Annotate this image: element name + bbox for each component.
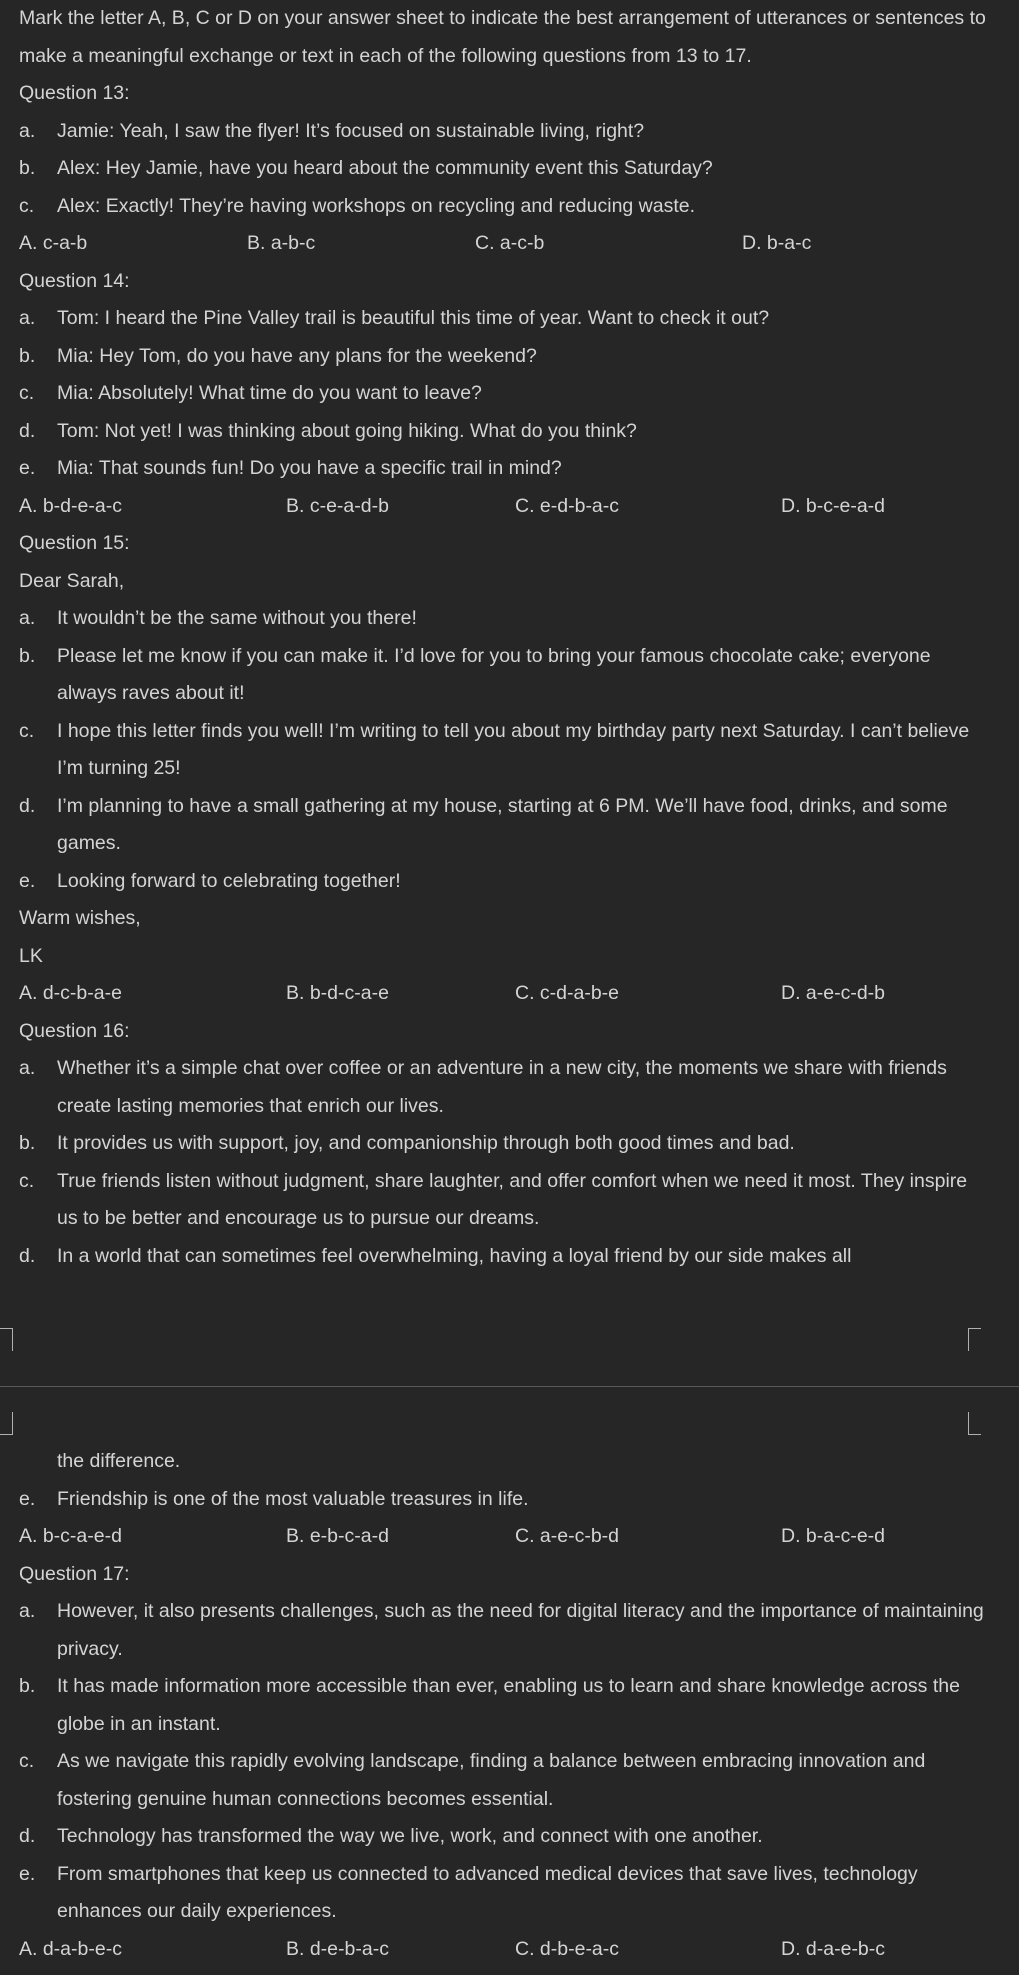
q15-item-c [0, 713, 1019, 788]
option-c[interactable]: C. a-c-b [475, 232, 545, 254]
option-d[interactable]: D. d-a-e-b-c [781, 1937, 886, 1960]
crop-mark-bottom-right [968, 1412, 981, 1435]
q16-item-d [0, 1238, 1019, 1276]
item-letter: e. [19, 1487, 36, 1510]
item-text: Looking forward to celebrating together! [57, 869, 401, 892]
q15-item-b [0, 638, 1019, 713]
item-letter: c. [19, 719, 35, 742]
option-d[interactable]: D. b-a-c-e-d [781, 1525, 886, 1547]
option-a[interactable]: A. c-a-b [19, 232, 88, 254]
item-text: It has made information more accessible than ever, enabling us to learn and share knowledge across the globe in an instant. [57, 1675, 960, 1735]
item-letter: c. [19, 382, 35, 404]
q17-options [0, 1931, 1019, 1969]
q17-item-a [0, 1593, 1019, 1668]
item-text: Jamie: Yeah, I saw the flyer! It’s focused on sustainable living, right? [57, 119, 645, 142]
option-a[interactable]: A. b-c-a-e-d [19, 1525, 122, 1547]
q17-item-d [0, 1818, 1019, 1856]
instructions: Mark the letter A, B, C or D on your answer sheet to indicate the best arrangement of utterances or sentences to make a meaningful exchange or text in each of the following questions from 13 to 17. [19, 7, 986, 67]
q17-item-b [0, 1668, 1019, 1743]
item-text: In a world that can sometimes feel overwhelming, having a loyal friend by our side makes all [57, 1244, 852, 1267]
item-letter: c. [19, 194, 35, 217]
item-text: Alex: Exactly! They’re having workshops on recycling and reducing waste. [57, 194, 696, 217]
question-13-title: Question 13: [19, 82, 130, 104]
item-letter: d. [19, 1825, 36, 1847]
question-14-title: Question 14: [19, 269, 130, 292]
question-17-title: Question 17: [19, 1562, 130, 1585]
letter-closing: Warm wishes, [19, 907, 141, 929]
q15-item-a [0, 600, 1019, 638]
q16-item-a [0, 1050, 1019, 1125]
q16-item-e [0, 1481, 1019, 1519]
q16-item-d-continued [0, 1443, 1019, 1481]
letter-signature: LK [19, 944, 43, 967]
crop-mark-top-left [0, 1328, 13, 1351]
item-text: Tom: I heard the Pine Valley trail is beautiful this time of year. Want to check it out? [57, 307, 770, 329]
q16-item-b [0, 1125, 1019, 1163]
item-text: Mia: Hey Tom, do you have any plans for the weekend? [57, 344, 537, 367]
item-letter: a. [19, 119, 36, 142]
item-text: Mia: That sounds fun! Do you have a specific trail in mind? [57, 457, 562, 479]
option-c[interactable]: C. d-b-e-a-c [515, 1937, 620, 1960]
item-letter: b. [19, 344, 36, 367]
q14-item-a [0, 300, 1019, 338]
page-divider [0, 1386, 1019, 1387]
item-text: From smartphones that keep us connected to advanced medical devices that save lives, technology enhances our daily experiences. [57, 1862, 918, 1922]
letter-greeting: Dear Sarah, [19, 569, 125, 592]
option-b[interactable]: B. e-b-c-a-d [286, 1525, 389, 1547]
option-a[interactable]: A. d-a-b-e-c [19, 1937, 122, 1960]
item-letter: a. [19, 307, 36, 329]
item-text: Technology has transformed the way we live, work, and connect with one another. [57, 1825, 763, 1847]
item-letter: d. [19, 794, 36, 817]
item-letter: a. [19, 1600, 36, 1622]
item-letter: b. [19, 644, 36, 667]
page-break [0, 1320, 1019, 1443]
option-b[interactable]: B. c-e-a-d-b [286, 494, 389, 517]
q14-item-e [0, 450, 1019, 488]
item-letter: b. [19, 157, 36, 179]
item-letter: c. [19, 1750, 35, 1772]
q13-options [0, 225, 1019, 263]
item-text: I’m planning to have a small gathering at my house, starting at 6 PM. We’ll have food, drinks, and some games. [57, 794, 948, 854]
item-text: True friends listen without judgment, share laughter, and offer comfort when we need it most. They inspire us to be better and encourage us to pursue our dreams. [57, 1169, 968, 1229]
item-letter: d. [19, 419, 36, 442]
item-text: I hope this letter finds you well! I’m writing to tell you about my birthday party next Saturday. I can’t believe I’m turning 25! [57, 719, 970, 779]
q14-item-b [0, 338, 1019, 376]
option-c[interactable]: C. c-d-a-b-e [515, 982, 620, 1004]
item-text: Mia: Absolutely! What time do you want to leave? [57, 382, 482, 404]
item-letter: a. [19, 1057, 36, 1079]
option-d[interactable]: D. b-c-e-a-d [781, 494, 886, 517]
q14-item-c [0, 375, 1019, 413]
q17-item-c [0, 1743, 1019, 1818]
q15-options [0, 975, 1019, 1013]
page-2-content [0, 1443, 1019, 1968]
option-a[interactable]: A. d-c-b-a-e [19, 982, 122, 1004]
option-c[interactable]: C. e-d-b-a-c [515, 494, 620, 517]
item-text: Alex: Hey Jamie, have you heard about the community event this Saturday? [57, 157, 713, 179]
item-letter: c. [19, 1169, 35, 1192]
option-c[interactable]: C. a-e-c-b-d [515, 1525, 620, 1547]
item-text: As we navigate this rapidly evolving landscape, finding a balance between embracing innovation and fostering genuine human connections becomes essential. [57, 1750, 926, 1810]
item-letter: e. [19, 1862, 36, 1885]
question-15-title: Question 15: [19, 532, 130, 554]
item-letter: b. [19, 1675, 36, 1697]
item-letter: a. [19, 607, 36, 629]
option-a[interactable]: A. b-d-e-a-c [19, 494, 122, 517]
item-text: It wouldn’t be the same without you there! [57, 607, 417, 629]
q16-item-c [0, 1163, 1019, 1238]
item-text: However, it also presents challenges, such as the need for digital literacy and the importance of maintaining privacy. [57, 1600, 984, 1660]
item-text: Tom: Not yet! I was thinking about going hiking. What do you think? [57, 419, 637, 442]
q15-item-e [0, 863, 1019, 901]
q15-item-d [0, 788, 1019, 863]
crop-mark-top-right [968, 1328, 981, 1351]
q13-item-b [0, 150, 1019, 188]
q17-item-e [0, 1856, 1019, 1931]
option-b[interactable]: B. a-b-c [247, 232, 316, 254]
item-text: Friendship is one of the most valuable treasures in life. [57, 1487, 529, 1510]
q14-item-d [0, 413, 1019, 451]
option-b[interactable]: B. b-d-c-a-e [286, 982, 389, 1004]
option-d[interactable]: D. b-a-c [742, 232, 812, 254]
item-letter: d. [19, 1244, 36, 1267]
q16-options [0, 1518, 1019, 1556]
option-b[interactable]: B. d-e-b-a-c [286, 1937, 389, 1960]
q14-options [0, 488, 1019, 526]
option-d[interactable]: D. a-e-c-d-b [781, 982, 886, 1004]
item-text: It provides us with support, joy, and companionship through both good times and bad. [57, 1132, 795, 1154]
crop-mark-bottom-left [0, 1412, 13, 1435]
item-letter: e. [19, 457, 36, 479]
q13-item-a [0, 113, 1019, 151]
item-letter: b. [19, 1132, 36, 1154]
item-text: the difference. [57, 1450, 181, 1472]
q13-item-c [0, 188, 1019, 226]
item-text: Whether it’s a simple chat over coffee or an adventure in a new city, the moments we share with friends create lasting memories that enrich our lives. [57, 1057, 947, 1117]
item-text: Please let me know if you can make it. I’d love for you to bring your famous chocolate cake; everyone always raves about it! [57, 644, 931, 704]
question-16-title: Question 16: [19, 1019, 130, 1042]
item-letter: e. [19, 869, 36, 892]
